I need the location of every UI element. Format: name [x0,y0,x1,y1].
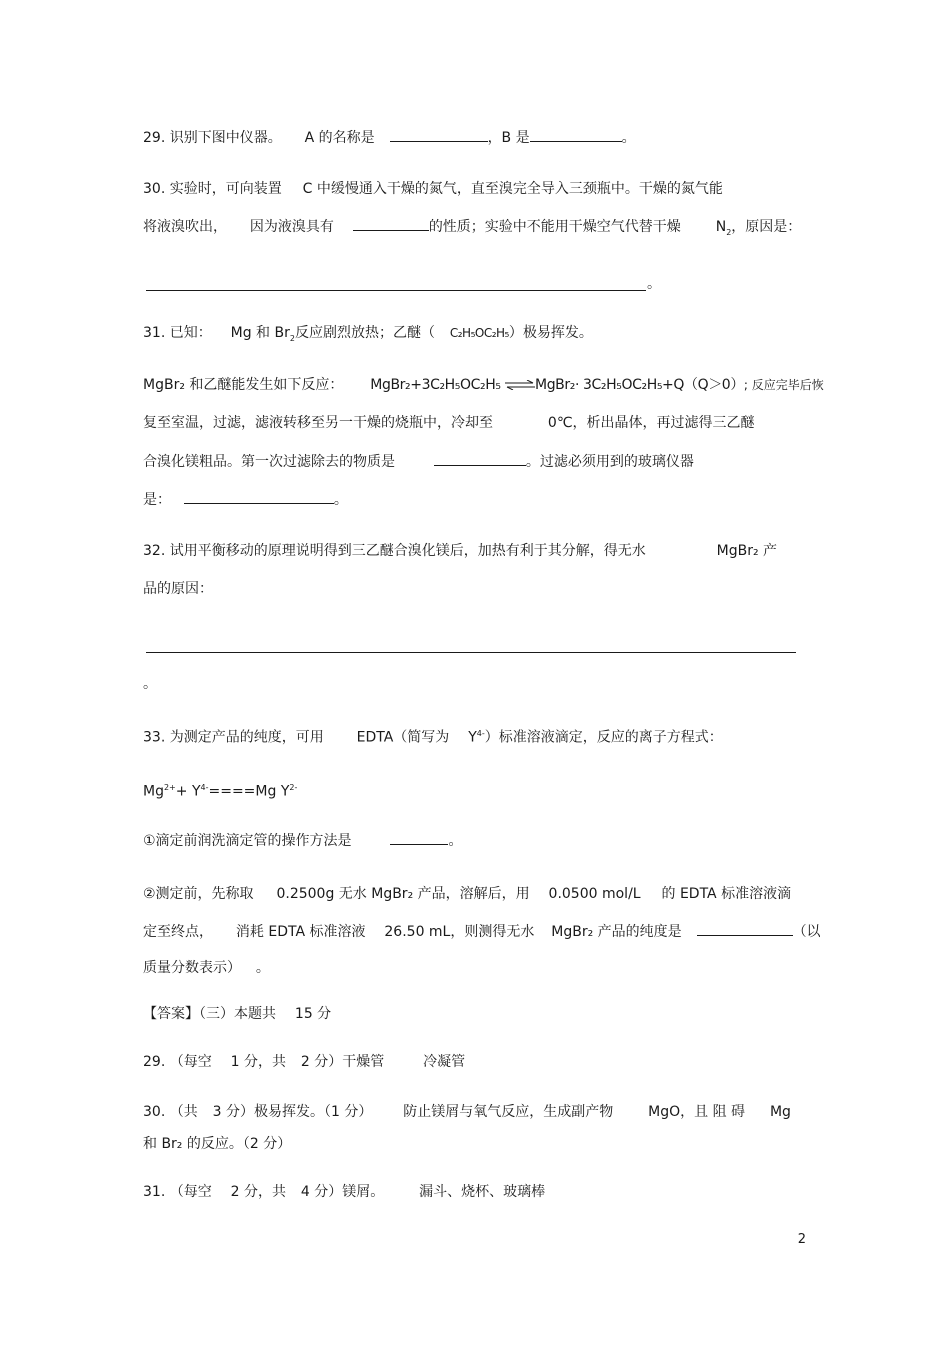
q31-text-1a: 31. 已知： [143,325,212,341]
q33-sub2-text-3: 质量分数表示） [143,960,241,976]
q29-sep: ，B 是 [487,130,530,146]
q33-blank-1[interactable] [390,830,448,845]
answer-30-a: 30. （共 [143,1104,198,1120]
q31-text-3a: 复至室温，过滤，滤液转移至另一干燥的烧瓶中，冷却至 [143,415,493,431]
q32-line-1 [143,541,777,561]
q31-formula: C₂H₅OC₂H₅ [449,326,509,340]
answer-29-d: 冷凝管 [423,1054,466,1070]
q30-text-2c: 的性质；实验中不能用干燥空气代替干燥 [428,219,681,235]
q31-text-1c: 反应剧烈放热；乙醚（ [294,325,435,341]
q30-text-1b: C 中缓慢通入干燥的氮气，直至溴完全导入三颈瓶中。干燥的氮气能 [302,181,723,197]
q33-eq-c: ====Mg Y [208,783,290,800]
q33-eq-b-sup: 4- [200,783,209,792]
q33-text-1a: 33. 为测定产品的纯度，可用 [143,729,324,746]
answer-29-b: 1 分，共 [230,1054,286,1070]
q29-prefix: 29. 识别下图中仪器。 [143,130,282,146]
q31-text-4b: 。过滤必须用到的玻璃仪器 [525,454,694,470]
q31-line-1 [143,323,593,349]
q32-answer-line[interactable] [146,652,796,653]
answer-30-c: 防止镁屑与氧气反应，生成副产物 [403,1104,614,1120]
answer-30-line-2: 和 Br₂ 的反应。（2 分） [143,1136,292,1152]
answer-head-b: 15 分 [294,1006,332,1022]
q33-sub2-end: 。 [255,960,270,976]
q31-end: 。 [333,492,348,508]
q30-sub: 2 [726,227,732,237]
q33-equation [143,778,297,802]
q31-text-2a: MgBr₂ 和乙醚能发生如下反应： [143,377,344,393]
q32-text-1b: MgBr₂ 产 [716,543,778,559]
q30-end: 。 [647,276,661,292]
q33-sub1 [143,830,462,851]
answer-head-a: 【答案】（三）本题共 [143,1006,276,1022]
q31-text-4a: 合溴化镁粗品。第一次过滤除去的物质是 [143,454,395,470]
q31-line-4 [143,451,694,472]
q33-sub2-text-2c: 26.50 mL，则测得无水 [384,924,535,940]
q31-text-2d: ; 反应完毕后恢 [743,378,824,392]
answer-31-d: 漏斗、烧杯、玻璃棒 [419,1184,546,1200]
page-number: 2 [797,1232,806,1247]
answer-31-a: 31. （每空 [143,1184,212,1200]
q31-line-2 [143,375,824,395]
q31-text-3b: 0℃，析出晶体，再过滤得三乙醚 [547,415,755,431]
q31-blank-2[interactable] [184,489,334,504]
q33-sub2-text-2b: 消耗 EDTA 标准溶液 [235,924,366,940]
q30-text-1a: 30. 实验时，可向装置 [143,181,282,197]
answer-30-e: Mg [769,1104,791,1120]
q33-sub2-text-1c: 0.0500 mol/L [548,886,641,902]
answer-29-a: 29. （每空 [143,1054,212,1070]
q30-line-1 [143,179,723,199]
answer-31 [143,1182,545,1202]
q31-line-5 [143,489,348,510]
q30-text-2b: 因为液溴具有 [249,219,334,235]
q33-text-1d: ）标准溶液滴定，反应的离子方程式： [484,729,723,746]
q33-eq-a: Mg [143,783,164,800]
q30-text-2a: 将液溴吹出， [143,219,227,235]
q33-sub2-text-1a: ②测定前，先称取 [143,886,254,902]
q33-text-1b: EDTA（简写为 [356,729,450,746]
q30-text-2e: ，原因是： [731,219,802,235]
answer-31-b: 2 分，共 [230,1184,286,1200]
q31-text-1b: Mg 和 Br [230,325,290,341]
q30-line-2 [143,216,801,243]
q33-eq-b: + Y [175,783,201,800]
q33-eq-a-sup: 2+ [163,783,176,792]
answer-29 [143,1052,465,1072]
q29-line [143,127,636,148]
q29-a-label: A 的名称是 [304,130,375,146]
q33-blank-2[interactable] [697,921,793,936]
q33-eq-c-sup: 2- [289,783,298,792]
q33-sup: 4- [476,729,485,738]
q33-sub2-line-3 [143,958,270,978]
q33-sub2-text-1d: 的 EDTA 标准溶液滴 [661,886,792,902]
q29-blank-a[interactable] [390,127,488,142]
answer-30-line-1 [143,1102,791,1122]
answer-29-c: 2 分）干燥管 [300,1054,385,1070]
q29-blank-b[interactable] [530,127,622,142]
q33-sub1-end: 。 [448,833,463,849]
q31-text-5a: 是： [143,492,171,508]
answer-heading [143,1004,331,1024]
answer-31-c: 4 分）镁屑。 [300,1184,385,1200]
answer-30-b: 3 分）极易挥发。（1 分） [212,1104,373,1120]
q32-text-1a: 32. 试用平衡移动的原理说明得到三乙醚合溴化镁后，加热有利于其分解，得无水 [143,543,646,559]
q31-reactants: MgBr₂+3C₂H₅OC₂H₅ [370,377,501,393]
q33-text-1c: Y [468,729,477,746]
q32-end: 。 [143,676,157,692]
q33-sub2-line-1 [143,884,791,904]
q33-sub2-text-2e: （以 [792,924,821,940]
equilibrium-arrow-icon [505,380,535,390]
q33-sub1-text: ①滴定前润洗滴定管的操作方法是 [143,833,352,849]
q32-line-2: 品的原因： [143,581,213,597]
q33-line-1 [143,724,723,748]
q33-sub2-text-2a: 定至终点， [143,924,213,940]
q33-sub2-text-2d: MgBr₂ 产品的纯度是 [551,924,682,940]
q33-sub2-text-1b: 0.2500g 无水 MgBr₂ 产品，溶解后，用 [276,886,530,902]
q30-blank-1[interactable] [353,216,429,231]
q31-products: MgBr₂· 3C₂H₅OC₂H₅+Q（Q＞0） [535,377,744,393]
q30-answer-line[interactable] [146,290,646,291]
q29-end: 。 [621,130,636,146]
answer-30-d: MgO，且 阻 碍 [648,1104,746,1120]
q30-text-2d: N [715,219,727,235]
q31-blank-1[interactable] [434,451,526,466]
q31-line-3 [143,413,755,433]
q31-sub: 2 [289,333,295,343]
q33-sub2-line-2 [143,921,821,942]
q31-text-1e: ）极易挥发。 [508,325,593,341]
